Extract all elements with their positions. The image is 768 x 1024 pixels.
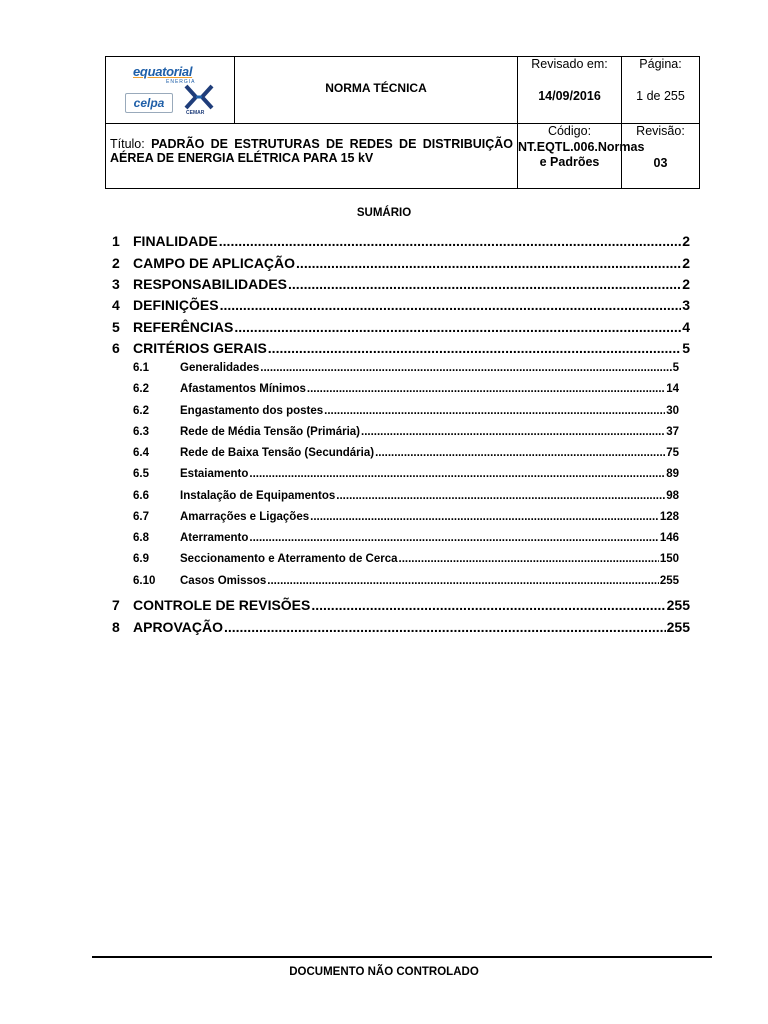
toc-dot-leader	[310, 511, 659, 523]
toc-entry-body	[180, 511, 679, 523]
toc-entry-body	[180, 553, 679, 565]
toc-entry-page: 3	[682, 297, 690, 313]
toc-entry-page: 150	[659, 553, 679, 566]
toc-entry-page: 5	[672, 362, 679, 374]
toc-entry-label: FINALIDADE	[133, 233, 218, 249]
toc-dot-leader	[336, 490, 665, 502]
toc-entry-number: 4	[112, 297, 120, 313]
toc-entry-label: Aterramento	[180, 532, 249, 544]
toc-entry-number: 8	[112, 619, 120, 635]
toc-entry-body	[133, 319, 690, 335]
codigo-value: NT.EQTL.006.Normas e Padrões	[518, 140, 645, 169]
revisado-label: Revisado em:	[531, 57, 608, 71]
toc-entry-body	[133, 276, 690, 292]
cemar-logo-text: CEMAR	[186, 110, 205, 116]
toc-entry-number: 6.6	[133, 489, 149, 502]
toc-entry-body	[133, 340, 690, 356]
toc-entry-page: 255	[666, 597, 690, 613]
toc-dot-leader	[249, 468, 665, 480]
toc-dot-leader	[249, 532, 658, 544]
toc-entry-page: 30	[666, 404, 679, 417]
toc-entry-number: 6.8	[133, 532, 149, 544]
toc-entry-body	[133, 255, 690, 271]
toc-dot-leader	[307, 383, 665, 395]
toc-entry-body	[180, 383, 679, 395]
revisao-label: Revisão:	[636, 124, 685, 138]
equatorial-energia-logo-text: ENERGIA	[166, 79, 196, 85]
cemar-logo-icon	[184, 84, 214, 110]
footer-text: DOCUMENTO NÃO CONTROLADO	[289, 966, 479, 978]
toc-dot-leader	[296, 255, 681, 271]
document-header-table	[105, 56, 700, 189]
toc-entry-label: CAMPO DE APLICAÇÃO	[133, 255, 296, 271]
toc-entry-body	[133, 619, 690, 635]
toc-entry-body	[133, 233, 690, 249]
toc-dot-leader	[219, 233, 681, 249]
toc-dot-leader	[311, 597, 665, 613]
revisao-value: 03	[653, 156, 668, 170]
toc-entry-number: 6.1	[133, 362, 149, 374]
toc-dot-leader	[375, 447, 665, 459]
toc-entry-body	[180, 447, 679, 459]
celpa-logo: celpa	[125, 93, 173, 113]
toc-entry-page: 75	[666, 447, 679, 459]
toc-dot-leader	[324, 405, 665, 417]
logo-cell	[106, 57, 235, 124]
toc-entry-page: 4	[682, 319, 690, 335]
revisado-cell	[518, 57, 622, 124]
titulo-cell	[106, 124, 518, 189]
pagina-value: 1 de 255	[636, 89, 685, 103]
footer-divider	[92, 956, 712, 958]
toc-entry-label: Casos Omissos	[180, 574, 267, 587]
toc-entry-page: 5	[682, 340, 690, 356]
toc-dot-leader	[288, 276, 681, 292]
toc-entry-label: DEFINIÇÕES	[133, 297, 219, 313]
toc-entry-label: RESPONSABILIDADES	[133, 276, 288, 292]
toc-entry-number: 6.9	[133, 553, 149, 566]
toc-entry-page: 89	[666, 468, 679, 481]
toc-dot-leader	[234, 319, 681, 335]
toc-entry-label: Instalação de Equipamentos	[180, 489, 336, 502]
toc-entry-body	[180, 362, 679, 374]
toc-entry-body	[180, 575, 679, 587]
toc-entry-label: Generalidades	[180, 362, 260, 374]
pagina-cell	[622, 57, 700, 124]
toc-entry-label: REFERÊNCIAS	[133, 319, 234, 335]
titulo-value: PADRÃO DE ESTRUTURAS DE REDES DE DISTRIBUIÇÃO AÉREA DE ENERGIA ELÉTRICA PARA 15 kV	[110, 137, 513, 165]
toc-entry-body	[180, 490, 679, 502]
toc-entry-page: 128	[659, 510, 679, 523]
toc-entry-page: 2	[682, 255, 690, 271]
toc-entry-number: 3	[112, 276, 120, 292]
toc-entry-number: 7	[112, 597, 120, 613]
toc-entry-number: 6.2	[133, 383, 149, 396]
norma-tecnica-cell	[235, 57, 518, 124]
toc-entry-page: 2	[682, 233, 690, 249]
toc-entry-number: 5	[112, 319, 120, 335]
toc-dot-leader	[361, 426, 665, 438]
toc-entry-page: 14	[666, 383, 679, 396]
toc-entry-page: 2	[682, 276, 690, 292]
toc-entry-page: 255	[666, 619, 690, 635]
toc-entry-body	[180, 426, 679, 438]
toc-entry-label: Rede de Baixa Tensão (Secundária)	[180, 447, 375, 459]
toc-entry-label: APROVAÇÃO	[133, 619, 223, 635]
toc-entry-body	[133, 597, 690, 613]
toc-entry-number: 6.7	[133, 510, 149, 523]
toc-entry-number: 6.10	[133, 574, 156, 587]
toc-entry-body	[133, 297, 690, 313]
toc-entry-number: 6	[112, 340, 120, 356]
toc-entry-label: Rede de Média Tensão (Primária)	[180, 425, 361, 438]
toc-entry-number: 1	[112, 233, 120, 249]
toc-dot-leader	[224, 619, 666, 635]
toc-entry-label: Engastamento dos postes	[180, 404, 324, 417]
toc-entry-label: Amarrações e Ligações	[180, 510, 310, 523]
toc-entry-number: 6.5	[133, 468, 149, 481]
toc-entry-body	[180, 468, 679, 480]
toc-entry-page: 98	[666, 489, 679, 502]
pagina-label: Página:	[639, 57, 682, 71]
toc-dot-leader	[399, 553, 659, 565]
toc-entry-number: 6.3	[133, 425, 149, 438]
toc-entry-number: 6.2	[133, 404, 149, 417]
toc-entry-label: CRITÉRIOS GERAIS	[133, 340, 267, 356]
titulo-label: Título:	[110, 137, 145, 151]
cemar-logo	[184, 84, 214, 120]
toc-entry-number: 6.4	[133, 447, 149, 459]
toc-entry-body	[180, 405, 679, 417]
toc-entry-label: Afastamentos Mínimos	[180, 383, 306, 396]
equatorial-logo: equatorial	[133, 64, 193, 79]
toc-entry-page: 37	[666, 425, 679, 438]
norma-tecnica-title: NORMA TÉCNICA	[325, 81, 427, 95]
toc-entry-label: Seccionamento e Aterramento de Cerca	[180, 553, 398, 566]
toc-dot-leader	[268, 340, 681, 356]
toc-entry-label: Estaiamento	[180, 468, 249, 481]
toc-dot-leader	[260, 362, 671, 374]
toc-entry-page: 255	[659, 574, 679, 587]
company-logos	[106, 57, 234, 123]
revisado-value: 14/09/2016	[538, 89, 601, 103]
toc-dot-leader	[267, 575, 659, 587]
document-title	[106, 124, 517, 165]
codigo-cell	[518, 124, 645, 189]
toc-entry-label: CONTROLE DE REVISÕES	[133, 597, 311, 613]
toc-entry-body	[180, 532, 679, 544]
toc-dot-leader	[220, 297, 682, 313]
toc-entry-page: 146	[659, 532, 679, 544]
sumario-title: SUMÁRIO	[356, 207, 412, 219]
toc-entry-number: 2	[112, 255, 120, 271]
revisao-cell	[622, 124, 700, 189]
codigo-label: Código:	[547, 124, 592, 138]
